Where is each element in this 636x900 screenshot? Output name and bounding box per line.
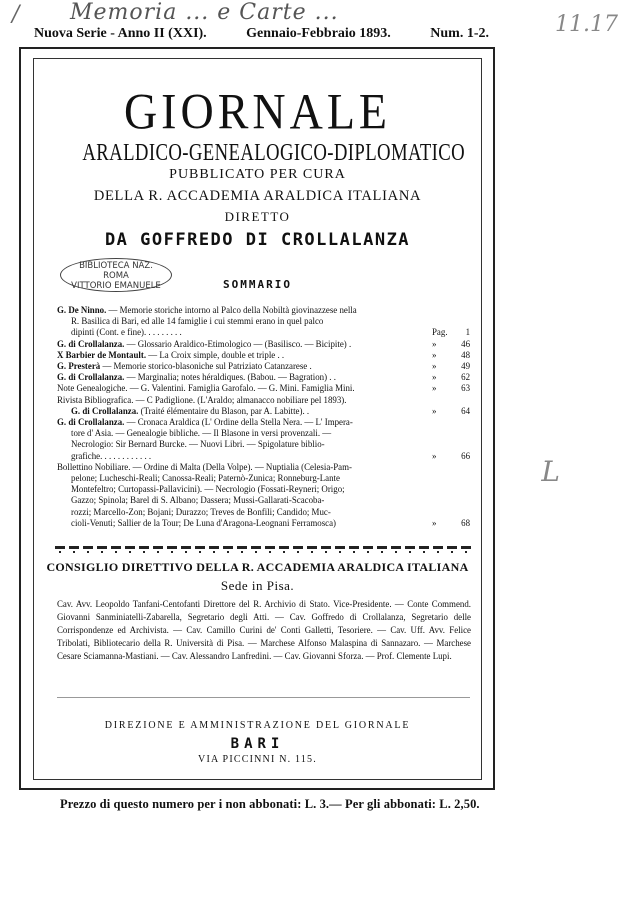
issue-date: Gennaio-Febbraio 1893. [246, 26, 391, 41]
toc-author: G. di Crollalanza. [57, 338, 125, 349]
toc-entry-text [57, 473, 432, 484]
toc-title: (Traité élémentaire du Blason, par A. Labitte). . [138, 405, 310, 416]
decorative-rule [55, 551, 475, 553]
toc-entry [57, 484, 470, 495]
toc-entry-text [57, 484, 432, 495]
toc-title: cioli-Venuti; Sallier de la Tour; De Luna d'Aragona-Leognani Ferramosca) [71, 517, 336, 528]
toc-entry-text [57, 383, 432, 394]
toc-title: Rivista Bibliografica. — C Padiglione. (L'Araldo; almanacco nobiliare pel 1893). [57, 394, 347, 405]
council-title: CONSIGLIO DIRETTIVO DELLA R. ACCADEMIA ARALDICA ITALIANA [46, 560, 469, 574]
toc-entry-text [57, 305, 432, 316]
handwritten-dash: / [12, 2, 20, 27]
toc-entry-text [57, 361, 432, 372]
toc-page-number: 49 [461, 361, 470, 372]
management-line: DIREZIONE E AMMINISTRAZIONE DEL GIORNALE [104, 720, 411, 731]
toc-page-number: 63 [461, 383, 470, 394]
issue-number: Num. 1-2. [430, 26, 489, 41]
toc-title: — Memorie storiche intorno al Palco della Nobiltà giovinazzese nella [106, 305, 357, 315]
toc-title: Bollettino Nobiliare. — Ordine di Malta (Della Volpe). — Nuptialia (Celesia-Pam- [57, 461, 352, 472]
toc-entry [57, 316, 470, 327]
toc-author: G. De Ninno. [57, 305, 107, 315]
toc-entry [57, 462, 470, 473]
toc-title: — Marginalia; notes héraldiques. (Babou. — Bagration) . . [124, 372, 336, 383]
toc-page-number: 48 [461, 349, 470, 360]
toc-title: — La Croix simple, double et triple . . [146, 349, 285, 360]
toc-entry [57, 417, 470, 428]
toc-entry-text [57, 439, 432, 450]
toc-entry-text [57, 339, 432, 350]
stamp-line: BIBLIOTECA NAZ. [79, 261, 153, 271]
toc-page-number: 66 [461, 450, 470, 461]
toc-page-number: 68 [461, 517, 470, 528]
toc-page-label: » [432, 517, 437, 528]
toc-title: tore d' Asia. — Genealogie bibliche. — Il Blasone in versi provenzali. — [71, 428, 332, 439]
toc-entry [57, 406, 470, 417]
toc-title: dipinti (Cont. e fine). . . . . . . . . [71, 327, 182, 338]
toc-title: rozzi; Marcello-Zon; Bojani; Durazzo; Treves de Bonfili; Candido; Muc- [71, 506, 331, 517]
toc-entry-text [57, 518, 432, 529]
toc-entry-text [57, 462, 432, 473]
toc-entry-text [57, 428, 432, 439]
toc-title: Montefeltro; Curtopassi-Pallavicini). — Necrologio (Fossati-Reyneri; Origo; [71, 484, 345, 495]
published-by-line: PUBBLICATO PER CURA [169, 167, 346, 182]
council-members: Cav. Avv. Leopoldo Tanfani-Centofanti Direttore del R. Archivio di Stato. Vice-Presidente. — Conte Commend. Giovanni Sanminiatelli-Zabarella, Segretario degli Atti. — Cav. Goffredo di Crollalanza, Segretario delle Corrispondenze ed Archivista. — Cav. Camillo Curini de' Conti Galletti, Tesoriere. — Cav. Uff. Avv. Felice Tribolati, Bibliotecario della R. Università di Pisa. — Marchese Alfonso Malaspina di Sannazaro. — Marchese Cesare Sciamanna-Mastiani. — Cav. Alessandro Lanfredini. — Cav. Giovanni Sforza. — Prof. Clemente Lupi. [57, 599, 471, 661]
toc-entry [57, 350, 470, 361]
directed-line: DIRETTO [224, 209, 291, 224]
council-seat: Sede in Pisa. [220, 578, 295, 593]
toc-entry-text [57, 395, 432, 406]
toc-entry [57, 451, 470, 462]
toc-entry [57, 518, 470, 529]
toc-page-label: Pag. [432, 327, 448, 338]
address-line: VIA PICCINNI N. 115. [198, 754, 317, 765]
decorative-rule [55, 546, 475, 549]
toc-author: G. di Crollalanza. [57, 417, 125, 428]
toc-page-number: 46 [461, 338, 470, 349]
divider [57, 697, 470, 698]
toc-author: G. di Crollalanza. [57, 372, 125, 383]
toc-entry-text [57, 372, 432, 383]
toc-author: G. di Crollalanza. [71, 405, 139, 416]
toc-entry-text [57, 406, 432, 417]
toc-page-label: » [432, 338, 437, 349]
toc-author: X Barbier de Montault. [57, 349, 147, 360]
toc-title: — Glossario Araldico-Etimologico — (Basilisco. — Bicipite) . [124, 338, 352, 349]
toc-title: R. Basilica di Bari, ed alle 14 famiglie i cui stemmi erano in quel palco [71, 316, 324, 327]
toc-entry [57, 372, 470, 383]
issue-series: Nuova Serie - Anno II (XXI). [34, 26, 207, 41]
toc-page-label: » [432, 383, 437, 394]
toc-title: — Cronaca Araldica (L' Ordine della Stella Nera. — L' Impera- [124, 417, 353, 428]
toc-page-number: 62 [461, 372, 470, 383]
toc-entry-text [57, 327, 432, 338]
stamp-line: VITTORIO EMANUELE [71, 281, 161, 291]
toc-page-number: 64 [461, 405, 470, 416]
toc-entry-text [57, 507, 432, 518]
journal-subtitle: ARALDICO-GENEALOGICO-DIPLOMATICO [82, 140, 466, 166]
table-of-contents [57, 305, 470, 529]
toc-entry [57, 428, 470, 439]
toc-author: G. Presterà [57, 361, 101, 372]
toc-entry [57, 395, 470, 406]
toc-page-label: » [432, 405, 437, 416]
toc-entry [57, 327, 470, 338]
toc-page-number: 1 [465, 327, 470, 338]
toc-page-label: » [432, 361, 437, 372]
academy-line: DELLA R. ACCADEMIA ARALDICA ITALIANA [93, 188, 422, 204]
city-name: BARI [230, 736, 285, 752]
toc-entry [57, 495, 470, 506]
toc-title: Necrologio: Sir Bernard Burcke. — Nuovi Libri. — Spigolature biblio- [71, 439, 325, 450]
issue-header [34, 26, 489, 42]
toc-title: grafiche. . . . . . . . . . . . [71, 450, 152, 461]
contents-heading: SOMMARIO [223, 278, 292, 291]
toc-entry [57, 473, 470, 484]
toc-entry [57, 383, 470, 394]
toc-page-label: » [432, 349, 437, 360]
toc-page-label: » [432, 372, 437, 383]
handwritten-shelfmark: 11.17 [555, 12, 618, 37]
stamp-line: ROMA [103, 271, 129, 281]
toc-entry-text [57, 495, 432, 506]
toc-entry [57, 305, 470, 316]
toc-title: — Memorie storico-blasoniche sul Patriziato Catanzarese . [100, 361, 312, 372]
journal-title: GIORNALE [123, 83, 392, 140]
toc-entry [57, 439, 470, 450]
price-line: Prezzo di questo numero per i non abbonati: L. 3.— Per gli abbonati: L. 2,50. [60, 797, 480, 811]
toc-entry [57, 361, 470, 372]
toc-entry [57, 339, 470, 350]
toc-entry [57, 507, 470, 518]
toc-entry-text [57, 316, 432, 327]
toc-title: Note Genealogiche. — G. Valentini. Famiglia Garofalo. — G. Mini. Famiglia Mini. [57, 383, 355, 394]
toc-entry-text [57, 451, 432, 462]
toc-title: Gazzo; Spinola; Barel di S. Albano; Dassera; Mussi-Gallarati-Scacoba- [71, 495, 325, 506]
toc-page-label: » [432, 450, 437, 461]
toc-title: pelone; Lucheschi-Reali; Canossa-Reali; Paternò-Zunica; Ronneburg-Lante [71, 473, 340, 484]
handwritten-note: Memoria ... e Carte ... [70, 0, 339, 25]
director-name: DA GOFFREDO DI CROLLALANZA [104, 230, 411, 250]
handwritten-mark: L [541, 455, 560, 488]
toc-entry-text [57, 350, 432, 361]
toc-entry-text [57, 417, 432, 428]
